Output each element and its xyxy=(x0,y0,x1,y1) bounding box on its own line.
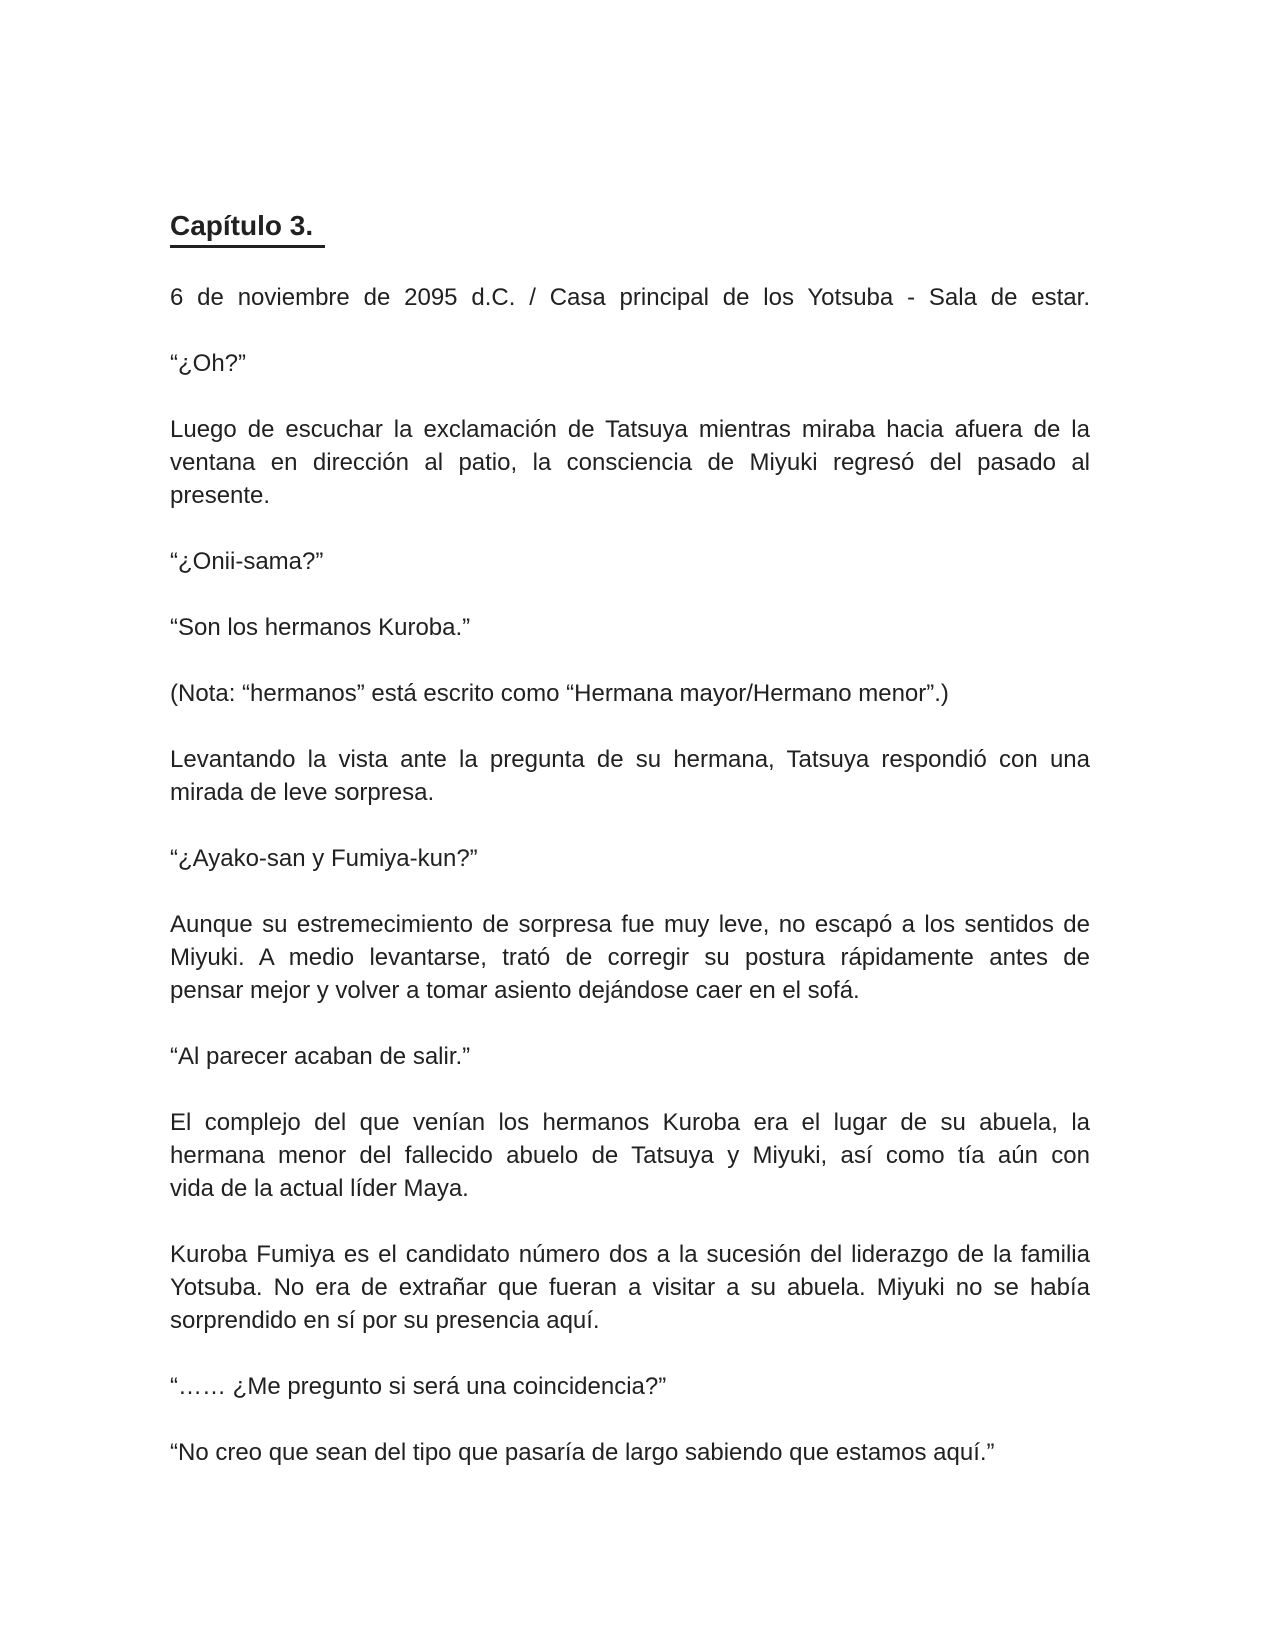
paragraph xyxy=(170,1238,1090,1337)
text-line: sorprendido en sí por su presencia aquí. xyxy=(170,1307,600,1334)
paragraph xyxy=(170,611,1090,644)
text-line: Miyuki. A medio levantarse, trató de corregir su postura rápidamente antes de xyxy=(170,944,1090,971)
text-line: “¿Ayako-san y Fumiya-kun?” xyxy=(170,845,478,872)
paragraph xyxy=(170,743,1090,809)
paragraph xyxy=(170,1040,1090,1073)
paragraph xyxy=(170,1370,1090,1403)
chapter-heading-text: Capítulo 3. xyxy=(170,208,325,248)
paragraph xyxy=(170,1436,1090,1469)
paragraph xyxy=(170,908,1090,1007)
text-line: “¿Onii-sama?” xyxy=(170,548,324,575)
text-line: “Al parecer acaban de salir.” xyxy=(170,1043,471,1070)
paragraph xyxy=(170,677,1090,710)
paragraph xyxy=(170,413,1090,512)
text-line: Levantando la vista ante la pregunta de su hermana, Tatsuya respondió con una xyxy=(170,746,1090,773)
text-line: 6 de noviembre de 2095 d.C. / Casa principal de los Yotsuba - Sala de estar. xyxy=(170,284,1090,311)
paragraph xyxy=(170,347,1090,380)
text-line: Kuroba Fumiya es el candidato número dos a la sucesión del liderazgo de la familia xyxy=(170,1241,1090,1268)
text-line: El complejo del que venían los hermanos Kuroba era el lugar de su abuela, la xyxy=(170,1109,1090,1136)
text-line: hermana menor del fallecido abuelo de Tatsuya y Miyuki, así como tía aún con xyxy=(170,1142,1090,1169)
text-line: pensar mejor y volver a tomar asiento dejándose caer en el sofá. xyxy=(170,977,860,1004)
text-line: presente. xyxy=(170,482,271,509)
paragraph xyxy=(170,281,1090,314)
chapter-heading xyxy=(170,208,1090,248)
text-line: mirada de leve sorpresa. xyxy=(170,779,435,806)
text-line: “¿Oh?” xyxy=(170,350,247,377)
paragraph xyxy=(170,842,1090,875)
text-line: “Son los hermanos Kuroba.” xyxy=(170,614,471,641)
text-line: “No creo que sean del tipo que pasaría de largo sabiendo que estamos aquí.” xyxy=(170,1439,995,1466)
paragraph xyxy=(170,545,1090,578)
text-line: “…… ¿Me pregunto si será una coincidencia?” xyxy=(170,1373,667,1400)
text-line: ventana en dirección al patio, la consciencia de Miyuki regresó del pasado al xyxy=(170,449,1090,476)
text-line: Yotsuba. No era de extrañar que fueran a visitar a su abuela. Miyuki no se había xyxy=(170,1274,1090,1301)
paragraph xyxy=(170,1106,1090,1205)
text-line: Aunque su estremecimiento de sorpresa fue muy leve, no escapó a los sentidos de xyxy=(170,911,1090,938)
document-content xyxy=(170,208,1090,1502)
text-line: vida de la actual líder Maya. xyxy=(170,1175,469,1202)
text-line: (Nota: “hermanos” está escrito como “Hermana mayor/Hermano menor”.) xyxy=(170,680,949,707)
text-line: Luego de escuchar la exclamación de Tatsuya mientras miraba hacia afuera de la xyxy=(170,416,1090,443)
